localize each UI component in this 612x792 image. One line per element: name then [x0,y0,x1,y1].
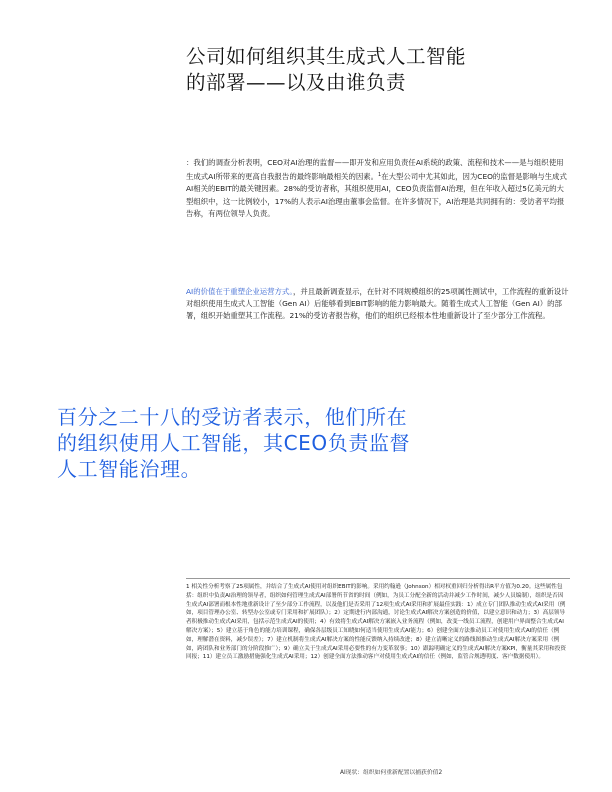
paragraph-text-continued: 在大型公司中尤其如此，因为CEO的监督是影响与生成式AI相关的EBIT的最关键因素。28%的受访者称，其组织使用AI，CEO负责监督AI治理，但在年收入超过5亿美元的大型组织中，这一比例较小，17%的人表示AI治理由董事会监督。在许多情况下，AI治理是共同拥有的：受访者平均报告称，有两位领导人负责。 [186,172,567,218]
page-number: 2 [438,770,443,776]
paragraph-text: ，并且最新调查显示，在针对不同规模组织的25项属性测试中，工作流程的重新设计对组织使用生成式人工智能（Gen AI）后能够看到EBIT影响的能力影响最大。随着生成式人工智能（Gen AI）的部署，组织开始重塑其工作流程。21%的受访者报告称，他们的组织已经根本性地重新设计了至少部分工作流程。 [186,287,569,321]
page-footer [340,769,540,777]
paragraph-text: ：我们的调查分析表明，CEO对AI治理的监督——即开发和应用负责任AI系统的政策、流程和技术——是与组织使用生成式AI所带来的更高自我报告的最终影响最相关的因素。 [186,158,564,182]
body-paragraph-ceo-oversight [186,157,570,220]
pull-quote-line-3: 人工智能治理。 [57,457,202,481]
footnote-divider [186,578,570,579]
footnote-reference[interactable]: 1 [378,172,382,179]
inline-link[interactable]: AI的价值在于重塑企业运营方式。 [186,287,294,296]
pull-quote-line-2: 的组织使用人工智能，其CEO负责监督 [57,431,411,455]
page-title [186,44,566,96]
pull-quote [57,404,527,482]
footer-title: AI现状：组织如何重新配置以捕获价值 [340,770,439,776]
page-title-line-1: 公司如何组织其生成式人工智能 [186,45,467,68]
body-paragraph-workflow-redesign [186,286,570,323]
footnote: 1 相关性分析考察了25项属性，并结合了生成式AI使用对组织EBIT的影响。采用约翰逊（Johnson）相对权重回归分析得出R平方值为0.20。这些属性包括：组织中负责AI治理的领导者，组织如何管理生成式AI部署所节省的时间（例如，为员工分配全新的活动并减少工作时间，减少人员编制），组织是否因生成式AI部署而根本性地重新设计了至少部分工作流程，以及他们是否采用了12项生成式AI采用和扩展最佳实践：1）成立专门团队推动生成式AI采用（例如，项目管理办公室、转型办公室或专门采用和扩展团队）；2）定期进行内部沟通，讨论生成式AI解决方案创造的价值，以建立意识和动力；3）高层领导者积极推动生成式AI采用，包括示范生成式AI的使用；4）有效将生成式AI解决方案嵌入业务流程（例如，改变一线员工流程，创建用户界面整合生成式AI解决方案）；5）建立基于角色的能力培训课程，确保各层级员工知晓如何适当使用生成式AI能力；6）创建全面方法推动员工对使用生成式AI的信任（例如，理解潜在资料，减少误差）；7）建立机制将生成式AI解决方案的性能反馈纳入持续改进；8）建立清晰定义的路线图推动生成式AI解决方案采用（例如，跨团队和业务部门的分阶段推广）；9）确立关于生成式AI采用必要性的有力变革叙事；10）跟踪明确定义的生成式AI解决方案KPI，衡量其采用和投资回报；11）建立员工激励措施强化生成式AI采用；12）创建全面方法推动客户对使用生成式AI的信任（例如，监管合规透明度、客户数据使用）。 [186,584,566,661]
pull-quote-line-1: 百分之二十八的受访者表示，他们所在 [57,405,408,429]
page-title-line-2: 的部署——以及由谁负责 [186,71,407,94]
